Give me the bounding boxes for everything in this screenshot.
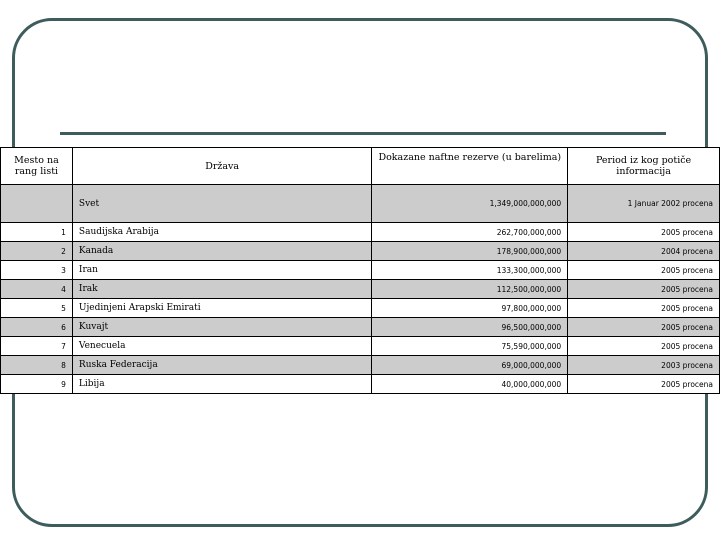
world-period: 1 Januar 2002 procena — [568, 185, 720, 223]
cell-period: 2005 procena — [568, 280, 720, 299]
cell-reserves: 133,300,000,000 — [372, 261, 568, 280]
cell-period: 2005 procena — [568, 375, 720, 394]
cell-reserves: 96,500,000,000 — [372, 318, 568, 337]
cell-rank: 2 — [1, 242, 73, 261]
header-row — [1, 148, 720, 185]
cell-period: 2005 procena — [568, 299, 720, 318]
cell-country: Venecuela — [72, 337, 371, 356]
table-row — [1, 318, 720, 337]
cell-country: Irak — [72, 280, 371, 299]
cell-reserves: 97,800,000,000 — [372, 299, 568, 318]
cell-rank: 6 — [1, 318, 73, 337]
cell-rank: 3 — [1, 261, 73, 280]
cell-period: 2003 procena — [568, 356, 720, 375]
cell-period: 2005 procena — [568, 223, 720, 242]
cell-reserves: 112,500,000,000 — [372, 280, 568, 299]
cell-country: Kuvajt — [72, 318, 371, 337]
table-row — [1, 337, 720, 356]
table-row — [1, 261, 720, 280]
world-country: Svet — [72, 185, 371, 223]
cell-rank: 9 — [1, 375, 73, 394]
header-reserves: Dokazane naftne rezerve (u barelima) — [372, 148, 568, 185]
table-row — [1, 356, 720, 375]
title-rule — [60, 132, 666, 135]
header-rank: Mesto na rang listi — [1, 148, 73, 185]
world-rank — [1, 185, 73, 223]
cell-period: 2005 procena — [568, 261, 720, 280]
cell-reserves: 40,000,000,000 — [372, 375, 568, 394]
table-row — [1, 375, 720, 394]
cell-country: Libija — [72, 375, 371, 394]
table-row — [1, 299, 720, 318]
world-row — [1, 185, 720, 223]
cell-rank: 5 — [1, 299, 73, 318]
table-row — [1, 223, 720, 242]
cell-country: Kanada — [72, 242, 371, 261]
cell-country: Saudijska Arabija — [72, 223, 371, 242]
cell-rank: 7 — [1, 337, 73, 356]
cell-reserves: 262,700,000,000 — [372, 223, 568, 242]
cell-period: 2005 procena — [568, 318, 720, 337]
world-reserves: 1,349,000,000,000 — [372, 185, 568, 223]
cell-reserves: 69,000,000,000 — [372, 356, 568, 375]
cell-country: Ujedinjeni Arapski Emirati — [72, 299, 371, 318]
cell-period: 2004 procena — [568, 242, 720, 261]
cell-reserves: 178,900,000,000 — [372, 242, 568, 261]
cell-rank: 1 — [1, 223, 73, 242]
oil-reserves-table — [0, 147, 720, 394]
cell-rank: 4 — [1, 280, 73, 299]
header-period: Period iz kog potiče informacija — [568, 148, 720, 185]
cell-period: 2005 procena — [568, 337, 720, 356]
cell-country: Ruska Federacija — [72, 356, 371, 375]
cell-reserves: 75,590,000,000 — [372, 337, 568, 356]
cell-rank: 8 — [1, 356, 73, 375]
header-country: Država — [72, 148, 371, 185]
table-row — [1, 280, 720, 299]
cell-country: Iran — [72, 261, 371, 280]
table-row — [1, 242, 720, 261]
